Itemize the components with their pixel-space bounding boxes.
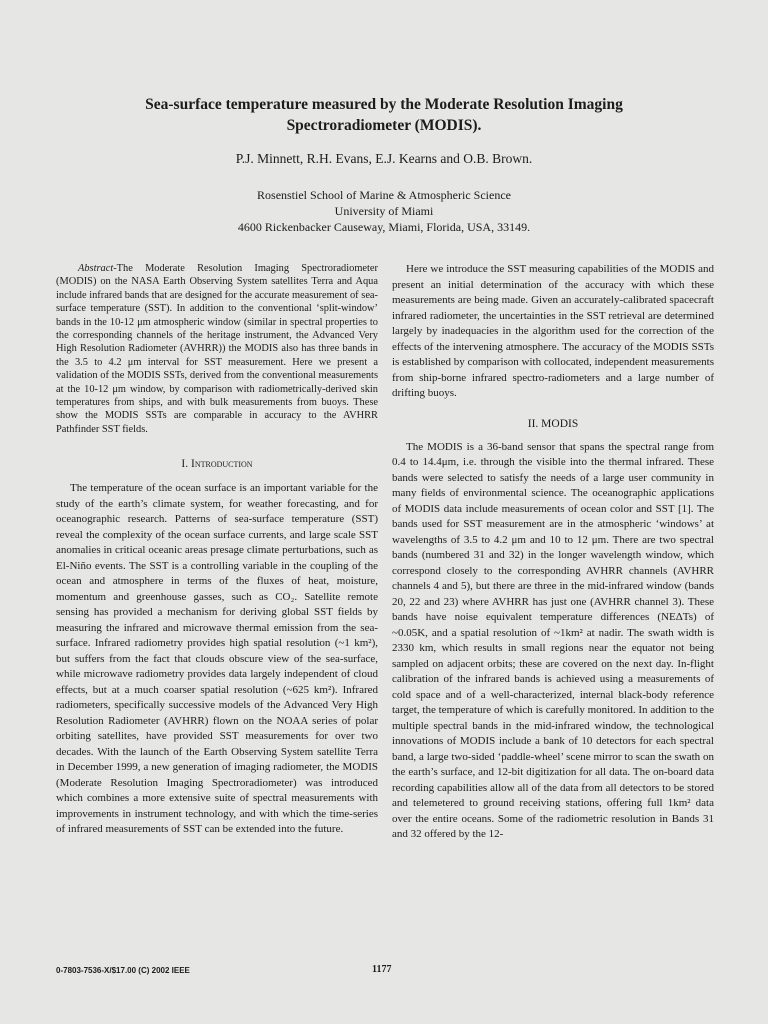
abstract-lead: Abstract- [78, 263, 117, 274]
title-line-1: Sea-surface temperature measured by the Moderate Resolution Imaging [145, 96, 623, 113]
affiliation [80, 187, 688, 235]
left-column [56, 262, 378, 838]
page-number: 1177 [372, 964, 392, 975]
introduction-paragraph-2: Here we introduce the SST measuring capabilities of the MODIS and present an initial determination of the accuracy with which these measurements are being made. Given an accurately-calibrated spacecraft infrared radiometer, the uncertainties in the SST retrieval are determined largely by inadequacies in the algorithm used for the correction of the effects of the intervening atmosphere. The accuracy of the MODIS SSTs is established by comparison with collocated, independent measurements from ship-borne infrared spectro-radiometers and a large number of drifting buoys. [392, 263, 714, 399]
affiliation-line-2: University of Miami [334, 204, 434, 218]
affiliation-line-1: Rosenstiel School of Marine & Atmospheric Science [257, 188, 511, 202]
intro-number: I. [181, 458, 189, 471]
section-heading-modis: II. MODIS [527, 417, 579, 430]
authors: P.J. Minnett, R.H. Evans, E.J. Kearns and O.B. Brown. [235, 151, 533, 166]
abstract [56, 262, 378, 436]
title-line-2: Spectroradiometer (MODIS). [286, 117, 482, 134]
abstract-text: The Moderate Resolution Imaging Spectroradiometer (MODIS) on the NASA Earth Observing System satellites Terra and Aqua include infrared bands that are designed for the accurate measurement of sea-surface temperature (SST). In addition to the conventional ‘split-window’ bands in the 10-12 μm atmospheric window (similar in spectral properties to the corresponding channels of the heritage instrument, the Advanced Very High Resolution Radiometer (AVHRR)) the MODIS also has three bands in the 3.5 to 4.2 μm interval for SST measurement. Here we present a validation of the MODIS SSTs, derived from the conventional measurements at the 10-12 μm window, by comparison with radiometrically-derived skin temperatures from ships, and with bulk measurements from buoys. These show the MODIS SSTs are comparable in accuracy to the AVHRR Pathfinder SST fields. [56, 263, 378, 435]
intro-title: Introduction [190, 458, 253, 471]
modis-paragraph: The MODIS is a 36-band sensor that spans the spectral range from 0.4 to 14.4μm, i.e. through the visible into the thermal infrared. These bands were selected to satisfy the needs of a large user community in many fields of environmental science. The oceanographic applications of MODIS data include measurements of ocean color and SST [1]. The bands used for SST measurement are in the atmospheric ‘windows’ at wavelengths of 3.5 to 4.2 μm and 10 to 12 μm. There are two spectral bands (numbered 31 and 32) in the longer wavelength window, which correspond closely to the corresponding AVHRR channels (AVHRR channels 4 and 5), but there are three in the mid-infrared window (bands 20, 22 and 23) where AVHRR has just one (AVHRR channel 3). These bands have noise equivalent temperature differences (NEΔTs) of ~0.05K, and a spatial resolution of ~1km² at nadir. The swath width is 2330 km, which results in small regions near the equator not being sampled on adjacent orbits; these are covered on the next day. In-flight calibration of the infrared bands is achieved using a measurements of cold space and of a well-characterized, internal black-body reference target, the temperature of which is carefully monitored. In addition to the multiple spectral bands in the mid-infrared window, the technological innovations of MODIS include a bank of 10 detectors for each spectral band, a large two-sided ‘paddle-wheel’ scene mirror to scan the swath on the earth’s surface, and 12-bit digitization for all data. The on-board data recording capabilities allow all of the data from all detectors to be stored and telemetered to ground receiving stations, offering full 1km² data over the entire oceans. Some of the radiometric resolution in Bands 31 and 32 offered by the 12- [392, 440, 714, 840]
affiliation-line-3: 4600 Rickenbacker Causeway, Miami, Florida, USA, 33149. [237, 220, 531, 234]
copyright-footer: 0-7803-7536-X/$17.00 (C) 2002 IEEE [56, 966, 190, 975]
introduction-paragraph: The temperature of the ocean surface is an important variable for the study of the earth’s climate system, for weather forecasting, and for oceanographic research. Patterns of sea-surface temperature (SST) reveal the complexity of the ocean surface currents, and large scale SST anomalies in critical oceanic areas presage climate perturbations, such as El-Niño events. The SST is a controlling variable in the coupling of the ocean and atmosphere in terms of the fluxes of heat, moisture, momentum and greenhouse gasses, such as CO₂. Satellite remote sensing has provided a mechanism for deriving global SST fields by measuring the infrared and microwave thermal emission from the sea-surface. Infrared radiometry provides high spatial resolution (~1 km²), but suffers from the fact that clouds obscure view of the sea-surface, while microwave radiometry provides data largely independent of cloud effects, but at a much coarser spatial resolution (~625 km²). Infrared radiometers, specifically successive models of the Advanced Very High Resolution Radiometer (AVHRR) flown on the NOAA series of polar orbiting satellites, have provided SST measurements for over two decades. With the launch of the Earth Observing System satellite Terra in December 1999, a new generation of imaging radiometer, the MODIS (Moderate Resolution Imaging Spectroradiometer) was introduced which combines a more extensive suite of spectral measurements with improvements in instrument technology, and with which the time-series of infrared measurements of SST can be extended into the future. [56, 482, 378, 836]
right-column [392, 262, 714, 843]
section-heading-introduction [56, 458, 378, 470]
paper-title [80, 94, 688, 136]
